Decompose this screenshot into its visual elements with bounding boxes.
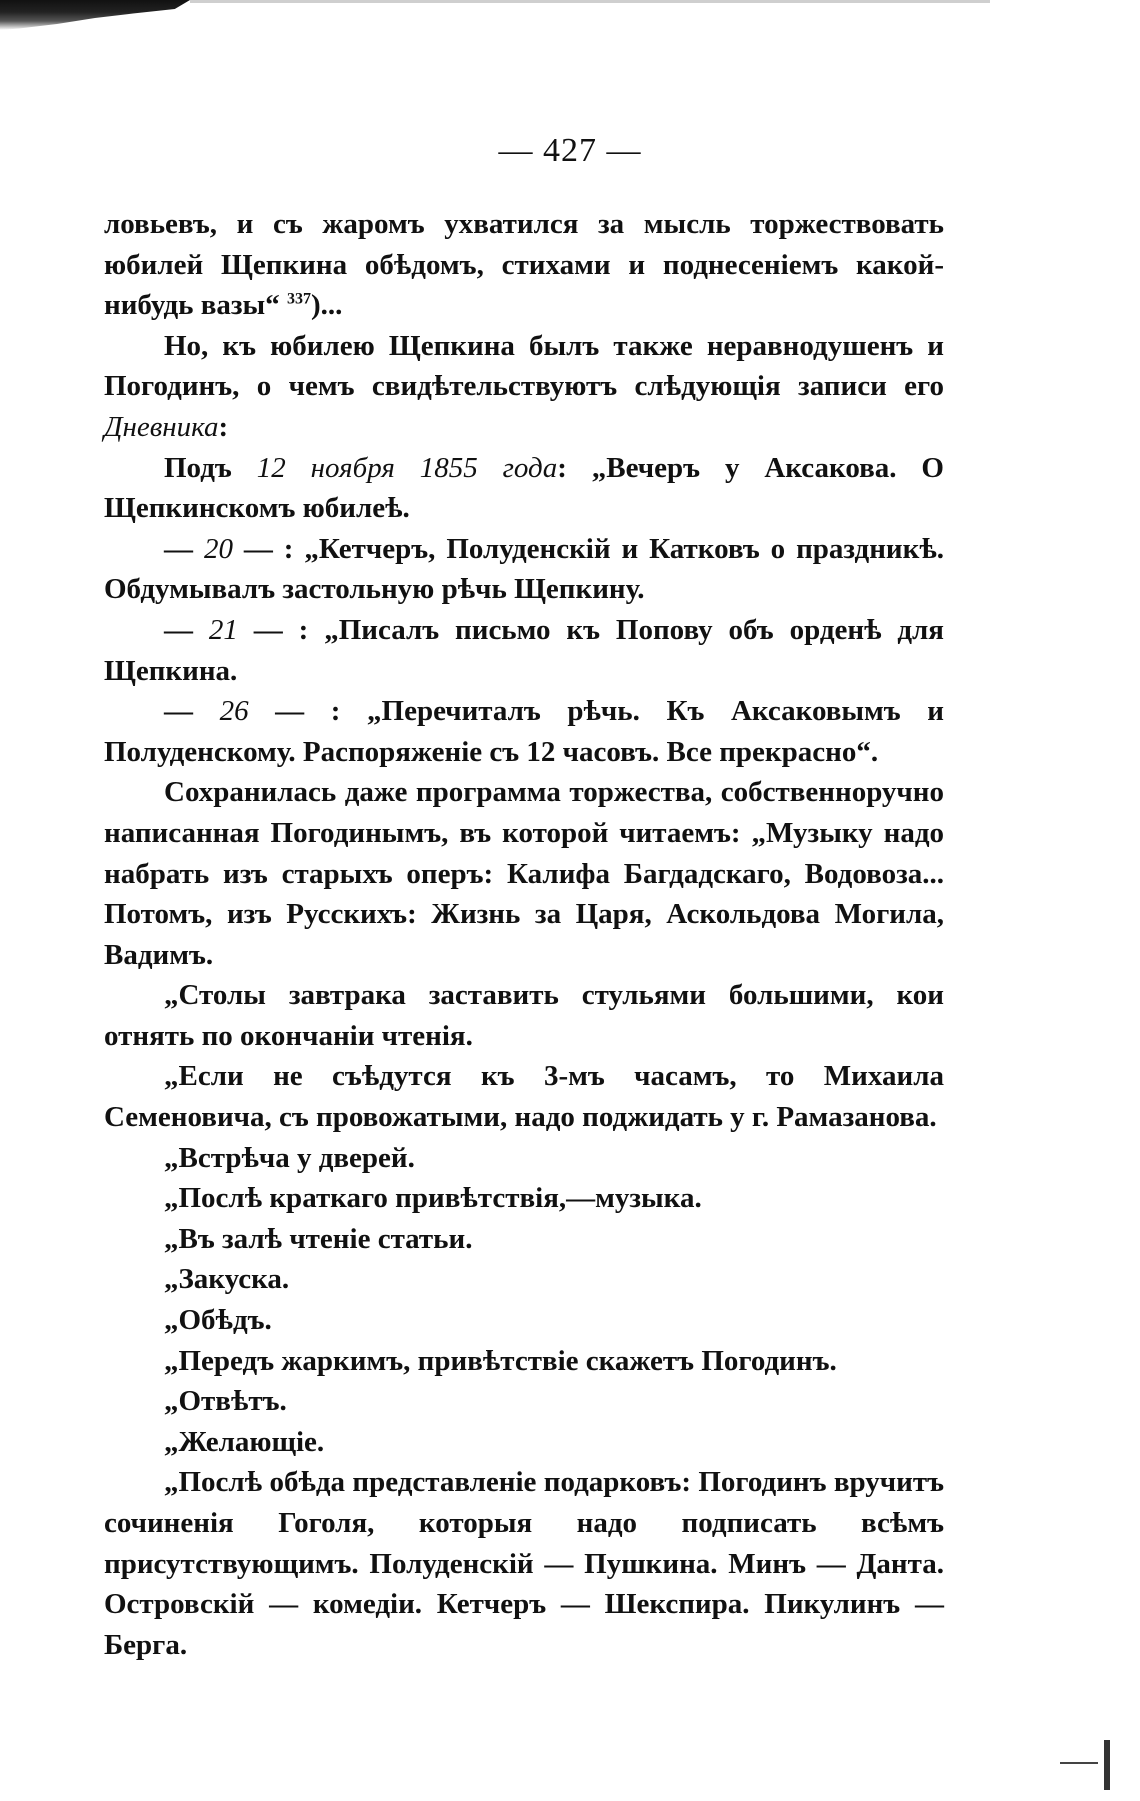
program-item: „Передъ жаркимъ, привѣтствіе скажетъ Погодинъ. xyxy=(164,1344,837,1377)
diary-entry: Подъ 12 ноября 1855 года: „Вечеръ у Аксакова. О Щепкинскомъ юбилеѣ. xyxy=(104,451,944,525)
entry-date: 20 xyxy=(203,532,233,565)
program-item: „Послѣ краткаго привѣтствія,—музыка. xyxy=(164,1182,702,1215)
scan-edge-mark xyxy=(1104,1740,1110,1790)
diary-entry: — 21 — : „Писалъ письмо къ Попову объ орденѣ для Щепкина. xyxy=(104,613,944,687)
diary-title: Дневника xyxy=(104,410,219,443)
program-item: „Встрѣча у дверей. xyxy=(164,1141,415,1174)
paragraph: Но, къ юбилею Щепкина былъ также неравнодушенъ и Погодинъ, о чемъ свидѣтельствуютъ слѣдующія записи его Дневника: xyxy=(104,329,944,443)
program-item: „Послѣ обѣда представленіе подарковъ: Погодинъ вручитъ сочиненія Гоголя, которыя надо подписать всѣмъ присутствующимъ. Полуденскій — Пушкина. Минъ — Данта. Островскій — комедіи. Кетчеръ — Шекспира. Пикулинъ — Берга. xyxy=(104,1466,944,1661)
program-item: „Отвѣтъ. xyxy=(164,1385,287,1418)
scan-edge-line xyxy=(190,0,990,3)
body-text xyxy=(104,204,944,1665)
page-number: — 427 — xyxy=(498,132,642,169)
program-item: „Обѣдъ. xyxy=(164,1304,272,1337)
program-item: „Если не съѣдутся къ 3-мъ часамъ, то Михаила Семеновича, съ провожатыми, надо поджидать у г. Рамазанова. xyxy=(104,1060,944,1134)
scan-edge-dash xyxy=(1060,1762,1098,1764)
program-item: „Желающіе. xyxy=(164,1425,325,1458)
scan-edge-artifact xyxy=(0,0,190,30)
entry-date: 21 xyxy=(208,613,238,646)
program-item: „Закуска. xyxy=(164,1263,290,1296)
entry-date: 12 ноября 1855 года xyxy=(256,451,558,484)
program-item: „Столы завтрака заставить стульями большими, кои отнять по окончаніи чтенія. xyxy=(104,979,944,1052)
paragraph: Сохранилась даже программа торжества, собственноручно написанная Погодинымъ, въ которой читаемъ: „Музыку надо набрать изъ старыхъ оперъ: Калифа Багдадскаго, Водовоза... Потомъ, изъ Русскихъ: Жизнь за Царя, Аскольдова Могила, Вадимъ. xyxy=(104,776,944,971)
diary-entry: — 26 — : „Перечиталъ рѣчь. Къ Аксаковымъ и Полуденскому. Распоряженіе съ 12 часовъ. Все прекрасно“. xyxy=(104,695,944,768)
paragraph-continuation: ловьевъ, и съ жаромъ ухватился за мысль торжествовать юбилей Щепкина обѣдомъ, стихами и поднесеніемъ какой-нибудь вазы“ $^{337}$)... xyxy=(104,208,944,322)
entry-date: 26 xyxy=(219,695,249,728)
program-item: „Въ залѣ чтеніе статьи. xyxy=(164,1222,473,1255)
diary-entry: — 20 — : „Кетчеръ, Полуденскій и Катковъ о праздникѣ. Обдумывалъ застольную рѣчь Щепкину. xyxy=(104,532,944,606)
footnote-ref: 337 xyxy=(286,290,311,308)
